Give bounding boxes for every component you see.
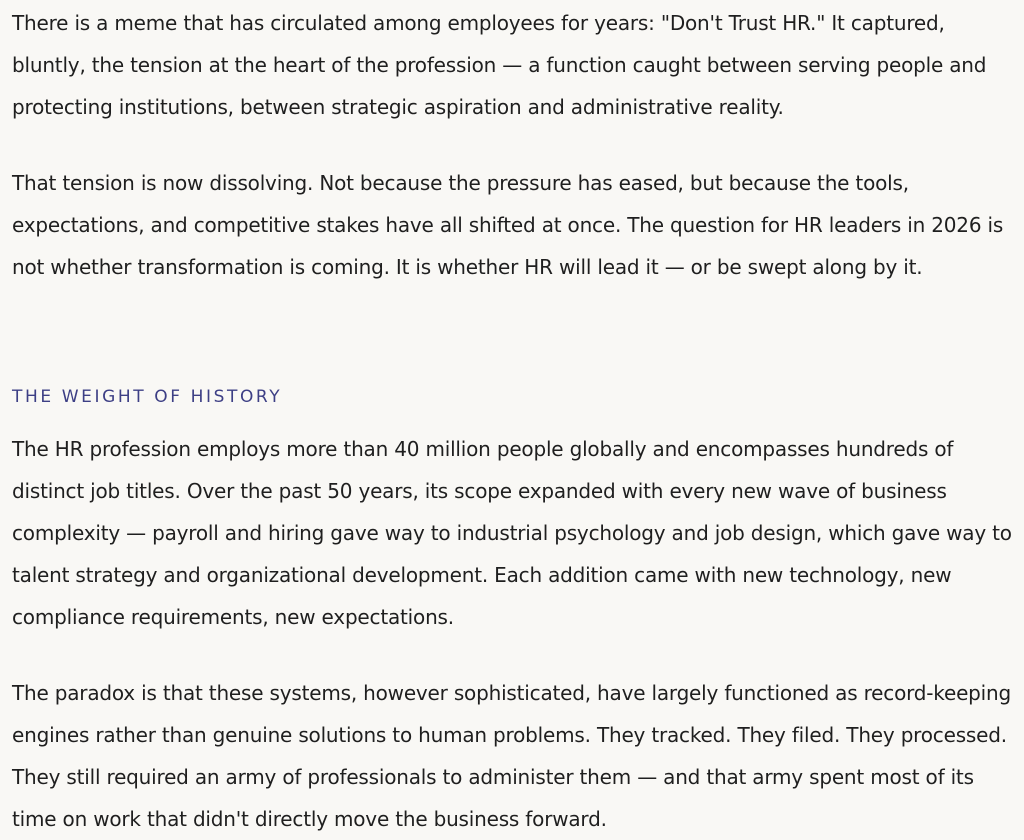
- intro-paragraph-2: That tension is now dissolving. Not because the pressure has eased, but because the tools, expectations, and competitive stakes have all shifted at once. The question for HR leaders in 2026 is not whether transformation is coming. It is whether HR will lead it — or be swept along by it.: [12, 171, 1004, 279]
- section-paragraph-1: The HR profession employs more than 40 million people globally and encompasses hundreds of distinct job titles. Over the past 50 years, its scope expanded with every new wave of business complexity — payroll and hiring gave way to industrial psychology and job design, which gave way to talent strategy and organizational development. Each addition came with new technology, new compliance requirements, new expectations.: [12, 437, 1012, 629]
- section-heading: THE WEIGHT OF HISTORY: [12, 387, 283, 407]
- intro-paragraph-1: There is a meme that has circulated among employees for years: "Don't Trust HR." It captured, bluntly, the tension at the heart of the profession — a function caught between serving people and protecting institutions, between strategic aspiration and administrative reality.: [12, 11, 987, 119]
- section-paragraph-2: The paradox is that these systems, however sophisticated, have largely functioned as record-keeping engines rather than genuine solutions to human problems. They tracked. They filed. They processed. They still required an army of professionals to administer them — and that army spent most of its time on work that didn't directly move the business forward.: [12, 681, 1012, 831]
